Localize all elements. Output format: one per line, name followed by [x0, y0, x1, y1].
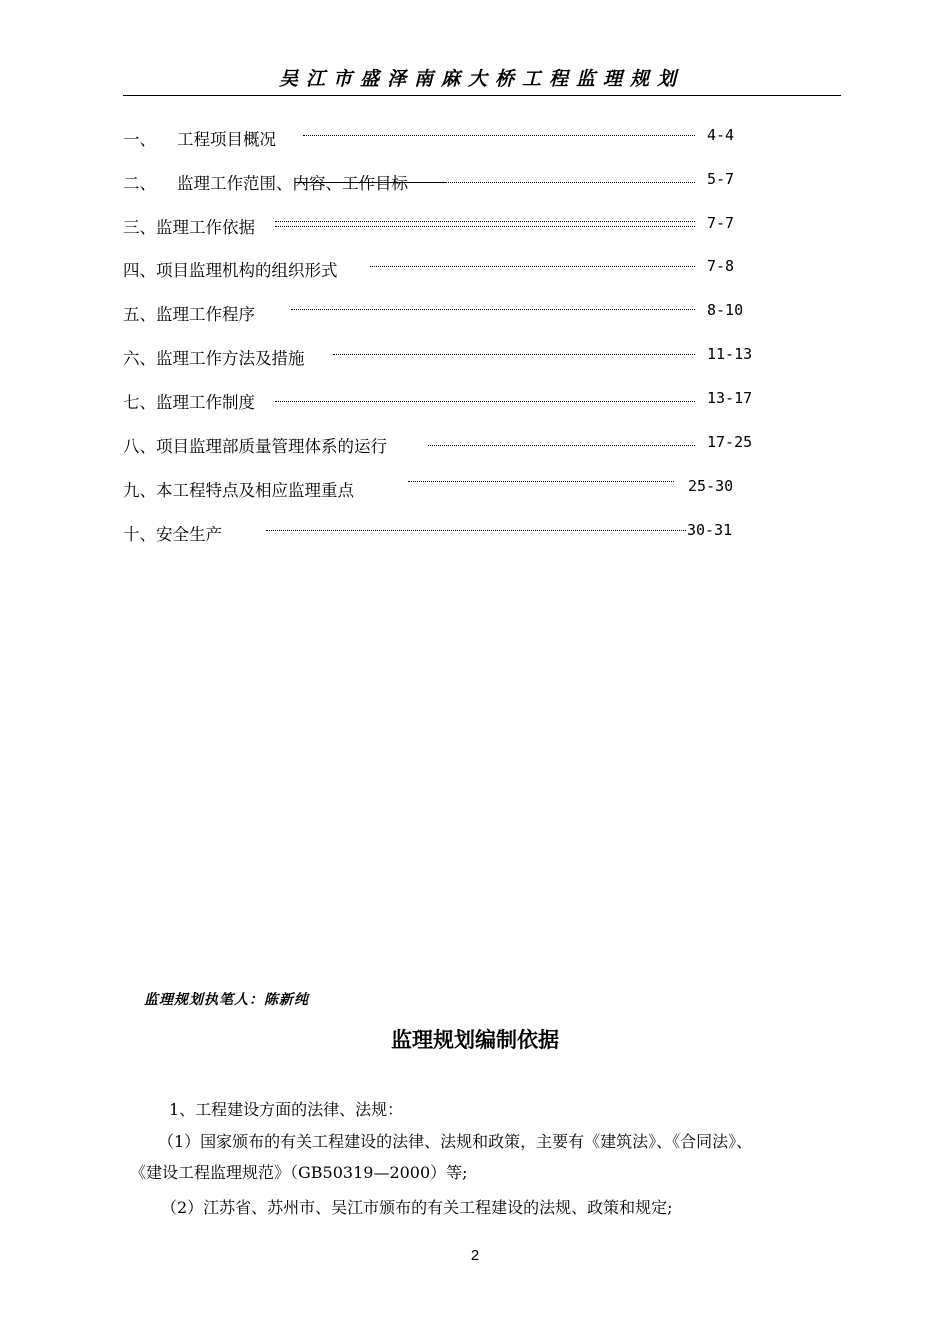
toc-leader-dots — [266, 530, 686, 531]
document-header-title: 吴江市盛泽南麻大桥工程监理规划 — [278, 68, 684, 90]
toc-entry-page: 25-30 — [688, 477, 734, 495]
toc-entry — [123, 385, 763, 415]
toc-leader-dots — [275, 401, 695, 402]
toc-leader-dots — [333, 354, 695, 355]
toc-entry-label: 九、本工程特点及相应监理重点 — [123, 481, 354, 500]
page-number: 2 — [470, 1247, 480, 1264]
toc-entry — [123, 473, 763, 503]
toc-entry-label: 六、监理工作方法及措施 — [123, 349, 305, 368]
toc-entry-page: 7-8 — [707, 257, 735, 275]
toc-leader-dots — [275, 221, 695, 222]
toc-entry-label: 七、监理工作制度 — [123, 393, 255, 412]
section-title: 监理规划编制依据 — [391, 1028, 559, 1052]
toc-leader-dots — [303, 135, 695, 136]
toc-entry — [123, 341, 763, 371]
toc-entry — [123, 297, 763, 327]
toc-entry-page: 7-7 — [707, 214, 735, 232]
paragraph: （1）国家颁布的有关工程建设的法律、法规和政策，主要有《建筑法》、《合同法》、 — [158, 1132, 753, 1151]
toc-entry — [123, 210, 763, 240]
toc-entry-label: 四、项目监理机构的组织形式 — [123, 261, 338, 280]
toc-leader-dots — [370, 266, 695, 267]
toc-entry-label: 五、监理工作程序 — [123, 305, 255, 324]
toc-entry — [123, 122, 763, 152]
toc-entry — [123, 166, 763, 196]
paragraph: （2）江苏省、苏州市、吴江市颁布的有关工程建设的法规、政策和规定; — [161, 1198, 673, 1217]
toc-entry — [123, 253, 763, 283]
header-rule — [123, 95, 841, 96]
strikethrough-mark — [295, 182, 445, 183]
toc-leader-dots — [408, 481, 674, 482]
toc-entry-page: 11-13 — [707, 345, 753, 363]
toc-entry — [123, 429, 763, 459]
toc-entry-page: 4-4 — [707, 126, 735, 144]
toc-entry-label: 十、安全生产 — [123, 525, 222, 544]
toc-leader-dots — [291, 309, 695, 310]
toc-leader-dots — [428, 445, 695, 446]
toc-entry-label: 三、监理工作依据 — [123, 218, 255, 237]
paragraph: 1、工程建设方面的法律、法规： — [169, 1100, 404, 1119]
toc-entry-page: 5-7 — [707, 170, 735, 188]
toc-entry — [123, 517, 763, 547]
paragraph: 《建设工程监理规范》（GB50319—2000）等; — [130, 1163, 468, 1182]
toc-entry-page: 8-10 — [707, 301, 744, 319]
toc-entry-label: 八、项目监理部质量管理体系的运行 — [123, 437, 387, 456]
toc-entry-label: 二、 监理工作范围、内容、工作目标 — [123, 174, 408, 193]
toc-entry-page: 30-31 — [687, 521, 733, 539]
toc-leader-dots — [445, 182, 695, 183]
toc-entry-page: 17-25 — [707, 433, 753, 451]
toc-entry-page: 13-17 — [707, 389, 753, 407]
toc-entry-label: 一、 工程项目概况 — [123, 130, 276, 149]
author-credit: 监理规划执笔人：陈新纯 — [144, 992, 309, 1008]
